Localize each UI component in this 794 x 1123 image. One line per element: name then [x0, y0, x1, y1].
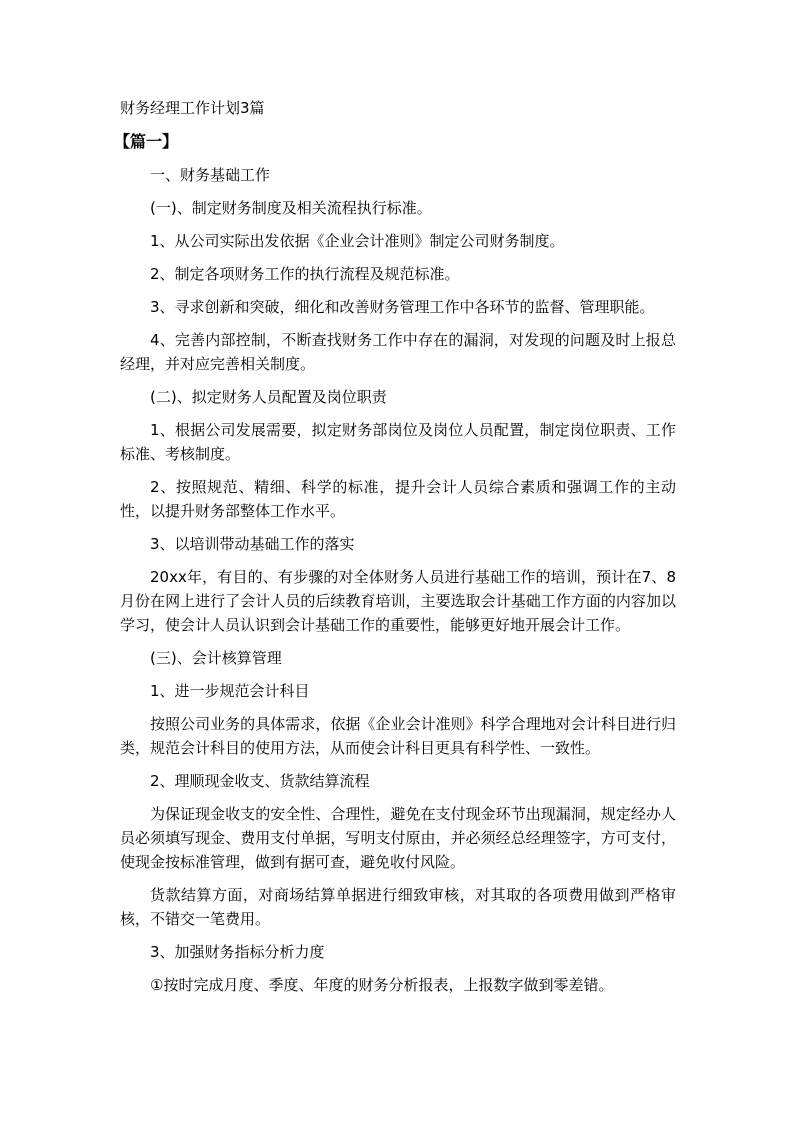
- list-item: 1、根据公司发展需要，拟定财务部岗位及岗位人员配置，制定岗位职责、工作标准、考核制度。: [120, 421, 676, 463]
- subsection-heading-1: (一)、制定财务制度及相关流程执行标准。: [150, 199, 432, 217]
- chapter-heading: 【篇一】: [114, 132, 179, 151]
- subsection-heading-3: (三)、会计核算管理: [150, 649, 282, 667]
- body-paragraph: 20xx年，有目的、有步骤的对全体财务人员进行基础工作的培训，预计在7、8月份在网上进行了会计人员的后续教育培训，主要选取会计基础工作方面的内容加以学习，使会计人员认识到会计基础工作的重要性，能够更好地开展会计工作。: [120, 568, 676, 634]
- body-paragraph: 为保证现金收支的安全性、合理性，避免在支付现金环节出现漏洞，规定经办人员必须填写现金、费用支付单据，写明支付原由，并必须经总经理签字，方可支付，使现金按标准管理，做到有据可查，避免收付风险。: [120, 805, 676, 871]
- list-item: 2、理顺现金收支、货款结算流程: [150, 772, 370, 790]
- list-item: 4、完善内部控制，不断查找财务工作中存在的漏洞，对发现的问题及时上报总经理，并对应完善相关制度。: [120, 331, 676, 373]
- list-item: 3、寻求创新和突破，细化和改善财务管理工作中各环节的监督、管理职能。: [150, 298, 655, 316]
- document-title: 财务经理工作计划3篇: [120, 99, 265, 117]
- subsection-heading-2: (二)、拟定财务人员配置及岗位职责: [150, 388, 387, 406]
- list-item: 1、进一步规范会计科目: [150, 682, 310, 700]
- list-item: 3、加强财务指标分析力度: [150, 943, 325, 961]
- list-item: 2、制定各项财务工作的执行流程及规范标准。: [150, 265, 460, 283]
- list-item: ①按时完成月度、季度、年度的财务分析报表，上报数字做到零差错。: [150, 976, 614, 994]
- body-paragraph: 按照公司业务的具体需求，依据《企业会计准则》科学合理地对会计科目进行归类，规范会计科目的使用方法，从而使会计科目更具有科学性、一致性。: [120, 715, 676, 757]
- section-heading-1: 一、财务基础工作: [150, 166, 271, 184]
- list-item: 3、以培训带动基础工作的落实: [150, 535, 355, 553]
- document-body: [120, 163, 676, 1006]
- list-item: 1、从公司实际出发依据《企业会计准则》制定公司财务制度。: [150, 232, 565, 250]
- body-paragraph: 货款结算方面，对商场结算单据进行细致审核，对其取的各项费用做到严格审核，不错交一笔费用。: [120, 886, 676, 928]
- list-item: 2、按照规范、精细、科学的标准，提升会计人员综合素质和强调工作的主动性，以提升财务部整体工作水平。: [120, 478, 676, 520]
